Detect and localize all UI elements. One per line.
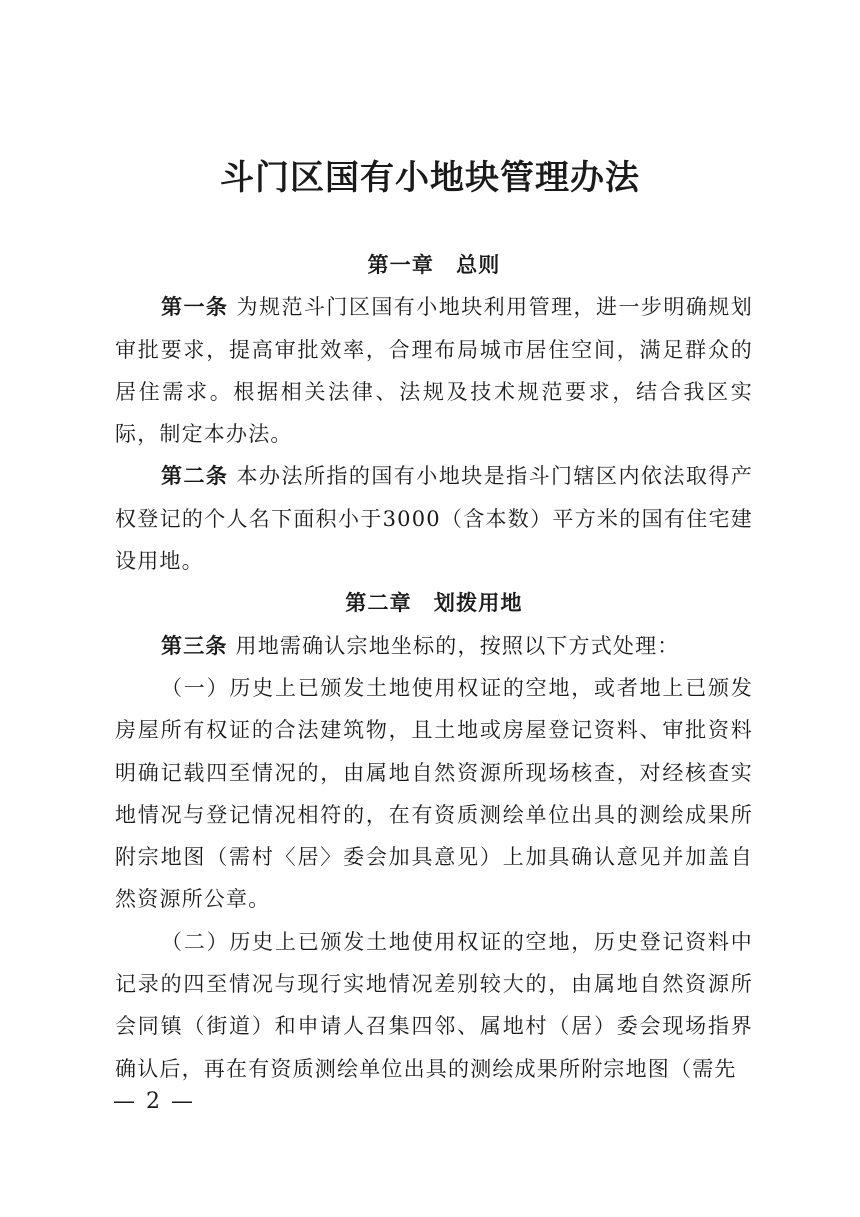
document-body <box>115 244 753 1090</box>
chapter-number: 第一章 <box>367 252 435 277</box>
article-label: 第二条 <box>161 463 229 489</box>
article-label: 第一条 <box>161 294 229 320</box>
chapter-name: 总则 <box>456 252 501 277</box>
chapter-name: 划拨用地 <box>433 590 523 616</box>
article-3-item-1: （一）历史上已颁发土地使用权证的空地，或者地上已颁发房屋所有权证的合法建筑物，且土地或房屋登记资料、审批资料明确记载四至情况的，由属地自然资源所现场核查，对经核查实地情况与登记情况相符的，在有资质测绘单位出具的测绘成果所附宗地图（需村〈居〉委会加具意见）上加具确认意见并加盖自然资源所公章。 <box>115 675 753 912</box>
page-number: — 2 — <box>113 1089 195 1114</box>
article-label: 第三条 <box>161 632 228 658</box>
article-text: 为规范斗门区国有小地块利用管理，进一步明确规划审批要求，提高审批效率，合理布局城市居住空间，满足群众的居住需求。根据相关法律、法规及技术规范要求，结合我区实际，制定本办法。 <box>115 295 753 447</box>
article-text: 用地需确认宗地坐标的，按照以下方式处理： <box>235 633 680 658</box>
article-2 <box>115 455 753 582</box>
chapter-number: 第二章 <box>345 590 412 616</box>
article-3-item-2: （二）历史上已颁发土地使用权证的空地，历史登记资料中记录的四至情况与现行实地情况差别较大的，由属地自然资源所会同镇（街道）和申请人召集四邻、属地村（居）委会现场指界确认后，再在有资质测绘单位出具的测绘成果所附宗地图（需先 <box>115 929 753 1081</box>
article-text: 本办法所指的国有小地块是指斗门辖区内依法取得产权登记的个人名下面积小于3000（含本数）平方米的国有住宅建设用地。 <box>115 464 753 574</box>
document-title: 斗门区国有小地块管理办法 <box>220 158 640 198</box>
chapter-heading-1 <box>115 244 753 286</box>
chapter-heading-2 <box>115 582 753 624</box>
article-1 <box>115 286 753 455</box>
article-3 <box>115 625 753 667</box>
